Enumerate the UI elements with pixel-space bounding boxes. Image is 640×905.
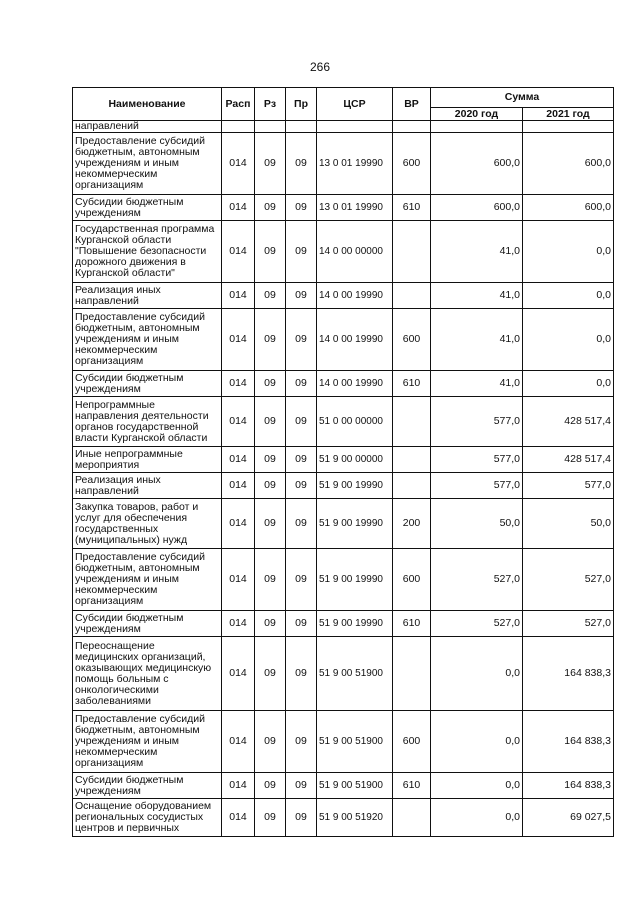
cell-pr: 09 — [286, 473, 317, 499]
cell-rasp: 014 — [222, 637, 255, 711]
cell-2020 — [431, 121, 523, 133]
cell-2020: 527,0 — [431, 611, 523, 637]
cell-rz: 09 — [255, 371, 286, 397]
cell-rasp: 014 — [222, 773, 255, 799]
table-row — [73, 611, 614, 637]
cell-2021: 69 027,5 — [523, 799, 614, 837]
cell-2020: 41,0 — [431, 371, 523, 397]
cell-pr: 09 — [286, 799, 317, 837]
cell-rz — [255, 121, 286, 133]
cell-2020: 41,0 — [431, 283, 523, 309]
cell-2021: 428 517,4 — [523, 397, 614, 447]
cell-rz: 09 — [255, 637, 286, 711]
cell-csr: 51 9 00 19990 — [317, 611, 393, 637]
cell-rasp: 014 — [222, 447, 255, 473]
cell-pr: 09 — [286, 397, 317, 447]
cell-vr: 610 — [393, 773, 431, 799]
cell-vr: 610 — [393, 611, 431, 637]
cell-rz: 09 — [255, 499, 286, 549]
cell-2021: 0,0 — [523, 309, 614, 371]
cell-pr: 09 — [286, 611, 317, 637]
cell-rz: 09 — [255, 309, 286, 371]
cell-rz: 09 — [255, 283, 286, 309]
budget-table — [72, 87, 614, 837]
header-rasp: Расп — [222, 88, 255, 121]
cell-rasp: 014 — [222, 799, 255, 837]
cell-name: Реализация иных направлений — [73, 473, 222, 499]
cell-2021: 164 838,3 — [523, 711, 614, 773]
cell-2020: 0,0 — [431, 637, 523, 711]
cell-2021: 164 838,3 — [523, 637, 614, 711]
cell-rz: 09 — [255, 799, 286, 837]
table-row — [73, 121, 614, 133]
cell-rasp: 014 — [222, 371, 255, 397]
cell-name: Переоснащение медицинских организаций, оказывающих медицинскую помощь больным с онкологическими заболеваниями — [73, 637, 222, 711]
cell-rz: 09 — [255, 711, 286, 773]
cell-2020: 577,0 — [431, 473, 523, 499]
header-2020: 2020 год — [431, 108, 523, 121]
cell-vr: 600 — [393, 133, 431, 195]
cell-name: Субсидии бюджетным учреждениям — [73, 611, 222, 637]
cell-vr — [393, 637, 431, 711]
cell-rasp: 014 — [222, 499, 255, 549]
cell-rasp: 014 — [222, 221, 255, 283]
cell-vr: 600 — [393, 549, 431, 611]
cell-name: Предоставление субсидий бюджетным, автономным учреждениям и иным некоммерческим организациям — [73, 133, 222, 195]
table-row — [73, 773, 614, 799]
cell-rasp: 014 — [222, 611, 255, 637]
cell-rasp: 014 — [222, 473, 255, 499]
cell-csr: 14 0 00 19990 — [317, 283, 393, 309]
cell-rasp: 014 — [222, 133, 255, 195]
cell-2021: 527,0 — [523, 611, 614, 637]
cell-rz: 09 — [255, 447, 286, 473]
cell-name: направлений — [73, 121, 222, 133]
cell-csr: 14 0 00 00000 — [317, 221, 393, 283]
cell-csr: 51 9 00 19990 — [317, 549, 393, 611]
cell-2020: 0,0 — [431, 711, 523, 773]
cell-2021: 0,0 — [523, 221, 614, 283]
cell-rz: 09 — [255, 133, 286, 195]
cell-2021: 50,0 — [523, 499, 614, 549]
cell-name: Предоставление субсидий бюджетным, автономным учреждениям и иным некоммерческим организациям — [73, 711, 222, 773]
table-row — [73, 473, 614, 499]
cell-pr: 09 — [286, 499, 317, 549]
cell-csr: 51 0 00 00000 — [317, 397, 393, 447]
cell-rz: 09 — [255, 397, 286, 447]
cell-rasp: 014 — [222, 711, 255, 773]
table-row — [73, 499, 614, 549]
cell-rasp: 014 — [222, 549, 255, 611]
table-row — [73, 637, 614, 711]
cell-2020: 527,0 — [431, 549, 523, 611]
cell-csr: 13 0 01 19990 — [317, 133, 393, 195]
cell-pr: 09 — [286, 447, 317, 473]
header-sum: Сумма — [431, 88, 614, 108]
table-row — [73, 447, 614, 473]
cell-2020: 600,0 — [431, 133, 523, 195]
cell-vr — [393, 799, 431, 837]
cell-2020: 0,0 — [431, 799, 523, 837]
cell-pr — [286, 121, 317, 133]
cell-2020: 577,0 — [431, 397, 523, 447]
cell-csr: 51 9 00 00000 — [317, 447, 393, 473]
cell-pr: 09 — [286, 195, 317, 221]
cell-vr: 610 — [393, 195, 431, 221]
cell-vr: 600 — [393, 309, 431, 371]
cell-csr: 13 0 01 19990 — [317, 195, 393, 221]
cell-2021: 0,0 — [523, 283, 614, 309]
cell-vr — [393, 447, 431, 473]
cell-vr — [393, 121, 431, 133]
cell-vr — [393, 397, 431, 447]
cell-pr: 09 — [286, 133, 317, 195]
cell-2021: 600,0 — [523, 133, 614, 195]
cell-vr: 600 — [393, 711, 431, 773]
cell-rz: 09 — [255, 195, 286, 221]
header-2021: 2021 год — [523, 108, 614, 121]
cell-pr: 09 — [286, 221, 317, 283]
table-row — [73, 195, 614, 221]
cell-2020: 41,0 — [431, 221, 523, 283]
table-row — [73, 549, 614, 611]
cell-vr — [393, 473, 431, 499]
cell-name: Субсидии бюджетным учреждениям — [73, 195, 222, 221]
cell-csr: 14 0 00 19990 — [317, 371, 393, 397]
page-number: 266 — [309, 60, 331, 74]
table-row — [73, 371, 614, 397]
cell-2020: 600,0 — [431, 195, 523, 221]
cell-name: Оснащение оборудованием региональных сосудистых центров и первичных — [73, 799, 222, 837]
cell-csr: 51 9 00 51900 — [317, 637, 393, 711]
cell-2020: 41,0 — [431, 309, 523, 371]
cell-2021: 428 517,4 — [523, 447, 614, 473]
cell-csr: 51 9 00 19990 — [317, 499, 393, 549]
cell-2021: 527,0 — [523, 549, 614, 611]
table-row — [73, 221, 614, 283]
cell-rz: 09 — [255, 611, 286, 637]
header-vr: ВР — [393, 88, 431, 121]
cell-rz: 09 — [255, 549, 286, 611]
cell-rz: 09 — [255, 221, 286, 283]
cell-rasp: 014 — [222, 283, 255, 309]
cell-pr: 09 — [286, 309, 317, 371]
cell-pr: 09 — [286, 711, 317, 773]
table-row — [73, 309, 614, 371]
cell-2021: 577,0 — [523, 473, 614, 499]
cell-vr — [393, 283, 431, 309]
cell-2020: 577,0 — [431, 447, 523, 473]
cell-csr: 14 0 00 19990 — [317, 309, 393, 371]
cell-name: Иные непрограммные мероприятия — [73, 447, 222, 473]
cell-csr: 51 9 00 51920 — [317, 799, 393, 837]
cell-pr: 09 — [286, 371, 317, 397]
cell-rz: 09 — [255, 773, 286, 799]
table-row — [73, 711, 614, 773]
table-body — [73, 121, 614, 837]
cell-pr: 09 — [286, 549, 317, 611]
cell-vr: 610 — [393, 371, 431, 397]
cell-rasp: 014 — [222, 195, 255, 221]
cell-vr — [393, 221, 431, 283]
cell-name: Закупка товаров, работ и услуг для обеспечения государственных (муниципальных) нужд — [73, 499, 222, 549]
cell-rasp — [222, 121, 255, 133]
cell-name: Непрограммные направления деятельности органов государственной власти Курганской области — [73, 397, 222, 447]
header-name: Наименование — [73, 88, 222, 121]
cell-csr: 51 9 00 51900 — [317, 711, 393, 773]
cell-pr: 09 — [286, 283, 317, 309]
header-csr: ЦСР — [317, 88, 393, 121]
cell-csr: 51 9 00 51900 — [317, 773, 393, 799]
cell-2020: 0,0 — [431, 773, 523, 799]
cell-rasp: 014 — [222, 309, 255, 371]
cell-name: Субсидии бюджетным учреждениям — [73, 773, 222, 799]
cell-name: Субсидии бюджетным учреждениям — [73, 371, 222, 397]
cell-vr: 200 — [393, 499, 431, 549]
cell-name: Предоставление субсидий бюджетным, автономным учреждениям и иным некоммерческим организациям — [73, 309, 222, 371]
cell-2021: 164 838,3 — [523, 773, 614, 799]
cell-pr: 09 — [286, 637, 317, 711]
cell-rz: 09 — [255, 473, 286, 499]
table-row — [73, 397, 614, 447]
cell-csr: 51 9 00 19990 — [317, 473, 393, 499]
cell-2021 — [523, 121, 614, 133]
cell-name: Реализация иных направлений — [73, 283, 222, 309]
cell-2021: 0,0 — [523, 371, 614, 397]
cell-name: Предоставление субсидий бюджетным, автономным учреждениям и иным некоммерческим организациям — [73, 549, 222, 611]
cell-rasp: 014 — [222, 397, 255, 447]
cell-2020: 50,0 — [431, 499, 523, 549]
cell-csr — [317, 121, 393, 133]
header-pr: Пр — [286, 88, 317, 121]
cell-pr: 09 — [286, 773, 317, 799]
table-row — [73, 799, 614, 837]
header-rz: Рз — [255, 88, 286, 121]
table-row — [73, 283, 614, 309]
cell-2021: 600,0 — [523, 195, 614, 221]
cell-name: Государственная программа Курганской области "Повышение безопасности дорожного движения в Курганской области" — [73, 221, 222, 283]
table-row — [73, 133, 614, 195]
